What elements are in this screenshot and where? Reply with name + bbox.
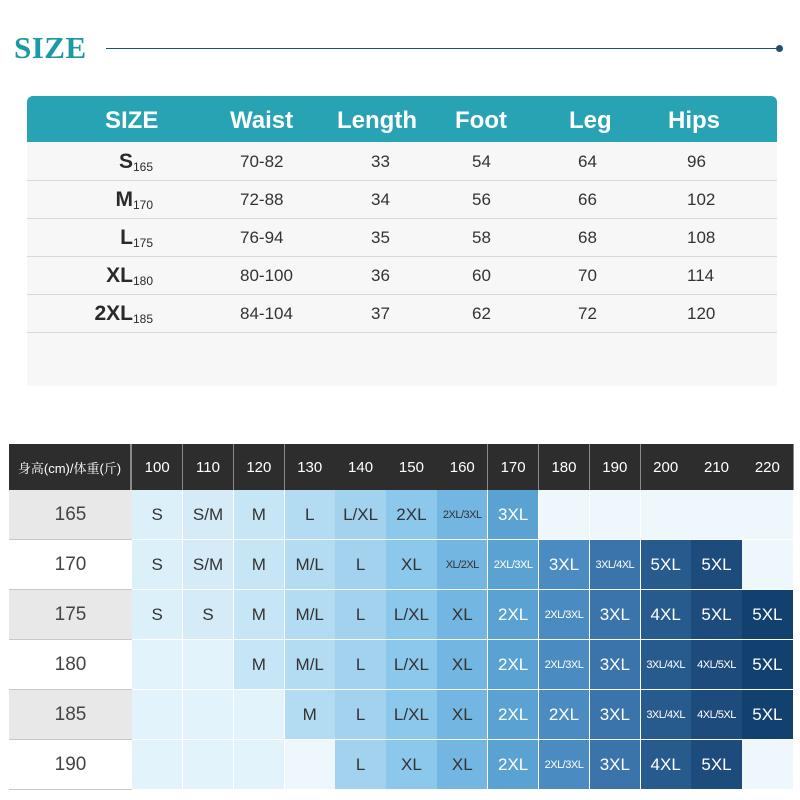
header-length: Length (337, 107, 417, 134)
size-cell: 3XL (590, 740, 641, 790)
cell-leg: 64 (578, 152, 597, 171)
cell-length: 35 (371, 228, 390, 247)
size-code: L (120, 226, 133, 249)
size-cell: S (132, 490, 183, 540)
divider-dot (776, 45, 783, 52)
size-cell: 5XL (742, 690, 793, 740)
size-cell: S (183, 590, 234, 640)
height-row-header: 180 (9, 640, 132, 690)
size-cell: 5XL (742, 590, 793, 640)
size-cell: 2XL (488, 690, 539, 740)
cell-foot: 62 (472, 304, 491, 323)
size-code: M (115, 188, 133, 211)
size-code: 2XL (94, 302, 133, 325)
size-cell: 4XL (641, 740, 692, 790)
size-cell (234, 690, 285, 740)
weight-header: 170 (488, 444, 539, 490)
size-cell (183, 740, 234, 790)
size-cell: L/XL (335, 490, 386, 540)
size-cell: L (335, 540, 386, 590)
size-cell: 4XL/5XL (691, 640, 742, 690)
weight-header: 130 (285, 444, 336, 490)
size-row (27, 219, 777, 257)
size-section (0, 0, 800, 390)
weight-header: 150 (386, 444, 437, 490)
cell-hips: 102 (687, 190, 716, 209)
size-cell: 3XL (539, 540, 590, 590)
size-cell: L (335, 690, 386, 740)
size-cell (641, 490, 692, 540)
size-cell: 5XL (691, 540, 742, 590)
size-cell: 2XL/3XL (488, 540, 539, 590)
size-cell: 5XL (641, 540, 692, 590)
size-height: 175 (132, 236, 153, 250)
weight-header: 120 (234, 444, 285, 490)
header-leg: Leg (569, 107, 612, 134)
size-cell (285, 740, 336, 790)
size-cell: XL (386, 540, 437, 590)
cell-hips: 96 (687, 152, 706, 171)
size-row (27, 143, 777, 181)
header-size: SIZE (105, 107, 159, 134)
cell-length: 33 (371, 152, 390, 171)
size-cell (132, 690, 183, 740)
weight-header: 220 (742, 444, 793, 490)
size-table-header (27, 96, 777, 142)
size-cell: XL/2XL (437, 540, 488, 590)
title-divider (106, 48, 778, 49)
size-row (27, 257, 777, 295)
size-cell: XL (437, 640, 488, 690)
size-code: XL (106, 264, 133, 287)
size-cell: 2XL (488, 590, 539, 640)
size-cell (183, 640, 234, 690)
size-cell (590, 490, 641, 540)
size-cell: 5XL (691, 590, 742, 640)
height-row-header: 185 (9, 690, 132, 740)
size-height: 165 (132, 160, 153, 174)
cell-length: 36 (371, 266, 390, 285)
size-cell: XL (437, 690, 488, 740)
size-cell: L (335, 590, 386, 640)
size-cell: 3XL/4XL (590, 540, 641, 590)
header-waist: Waist (230, 107, 294, 134)
size-cell: L/XL (386, 590, 437, 640)
size-cell: L (285, 490, 336, 540)
size-cell: 2XL/3XL (539, 740, 590, 790)
size-cell (742, 740, 793, 790)
size-height: 185 (132, 312, 153, 326)
header-hips: Hips (668, 107, 721, 134)
cell-length: 34 (371, 190, 390, 209)
size-table (27, 96, 777, 386)
size-cell: M (234, 590, 285, 640)
size-label (33, 181, 153, 221)
size-cell: S (132, 590, 183, 640)
size-cell: XL (386, 740, 437, 790)
weight-header: 100 (132, 444, 183, 490)
height-row-header: 175 (9, 590, 132, 640)
size-cell: M/L (285, 590, 336, 640)
size-cell: 3XL (590, 690, 641, 740)
cell-waist: 72-88 (240, 190, 284, 209)
size-cell: 2XL (386, 490, 437, 540)
cell-waist: 76-94 (240, 228, 284, 247)
size-cell: L (335, 740, 386, 790)
size-cell: S/M (183, 540, 234, 590)
weight-header: 210 (691, 444, 742, 490)
size-cell (742, 490, 793, 540)
cell-hips: 108 (687, 228, 716, 247)
cell-hips: 114 (687, 266, 715, 285)
weight-header: 200 (641, 444, 692, 490)
size-cell: 2XL/3XL (539, 640, 590, 690)
cell-leg: 72 (578, 304, 597, 323)
size-cell (742, 540, 793, 590)
cell-foot: 54 (472, 152, 491, 171)
size-cell: 2XL (488, 640, 539, 690)
size-cell: 2XL/3XL (539, 590, 590, 640)
size-cell: M (234, 540, 285, 590)
size-recommendation-grid (9, 444, 793, 790)
cell-foot: 56 (472, 190, 491, 209)
size-cell: L (335, 640, 386, 690)
cell-foot: 58 (472, 228, 491, 247)
size-cell: XL (437, 740, 488, 790)
size-cell (691, 490, 742, 540)
size-cell: M (234, 640, 285, 690)
cell-length: 37 (371, 304, 390, 323)
cell-foot: 60 (472, 266, 491, 285)
cell-waist: 70-82 (240, 152, 284, 171)
size-cell (183, 690, 234, 740)
size-cell: 2XL/3XL (437, 490, 488, 540)
cell-waist: 80-100 (240, 266, 293, 285)
size-label (33, 257, 153, 297)
size-cell: 4XL/5XL (691, 690, 742, 740)
size-cell: M/L (285, 540, 336, 590)
size-cell: 3XL/4XL (641, 640, 692, 690)
size-cell: M (285, 690, 336, 740)
size-cell: 5XL (691, 740, 742, 790)
weight-header: 110 (183, 444, 234, 490)
size-cell: 3XL (590, 640, 641, 690)
cell-hips: 120 (687, 304, 716, 323)
size-cell (132, 640, 183, 690)
size-cell: XL (437, 590, 488, 640)
cell-leg: 70 (578, 266, 597, 285)
size-cell: 4XL (641, 590, 692, 640)
height-row-header: 165 (9, 490, 132, 540)
size-cell: M/L (285, 640, 336, 690)
weight-header: 140 (335, 444, 386, 490)
size-cell: 3XL (488, 490, 539, 540)
size-label (33, 295, 153, 335)
size-cell: S/M (183, 490, 234, 540)
size-height: 180 (132, 274, 153, 288)
cell-waist: 84-104 (240, 304, 293, 323)
grid-corner-header: 身高(cm)/体重(斤) (9, 444, 132, 490)
size-cell: 2XL (488, 740, 539, 790)
size-cell (539, 490, 590, 540)
size-row (27, 181, 777, 219)
size-code: S (118, 150, 133, 173)
size-cell: 5XL (742, 640, 793, 690)
cell-leg: 68 (578, 228, 597, 247)
cell-leg: 66 (578, 190, 597, 209)
height-row-header: 190 (9, 740, 132, 790)
size-cell: 3XL/4XL (641, 690, 692, 740)
size-cell: 2XL (539, 690, 590, 740)
weight-header: 180 (539, 444, 590, 490)
size-label (33, 143, 153, 183)
height-row-header: 170 (9, 540, 132, 590)
size-cell: S (132, 540, 183, 590)
section-title: SIZE (14, 30, 87, 65)
weight-header: 190 (590, 444, 641, 490)
size-cell: L/XL (386, 690, 437, 740)
size-label (33, 219, 153, 259)
size-cell (132, 740, 183, 790)
header-foot: Foot (455, 107, 507, 134)
size-cell: L/XL (386, 640, 437, 690)
size-cell (234, 740, 285, 790)
size-cell: M (234, 490, 285, 540)
size-height: 170 (132, 198, 153, 212)
size-cell: 3XL (590, 590, 641, 640)
size-row (27, 295, 777, 333)
weight-header: 160 (437, 444, 488, 490)
